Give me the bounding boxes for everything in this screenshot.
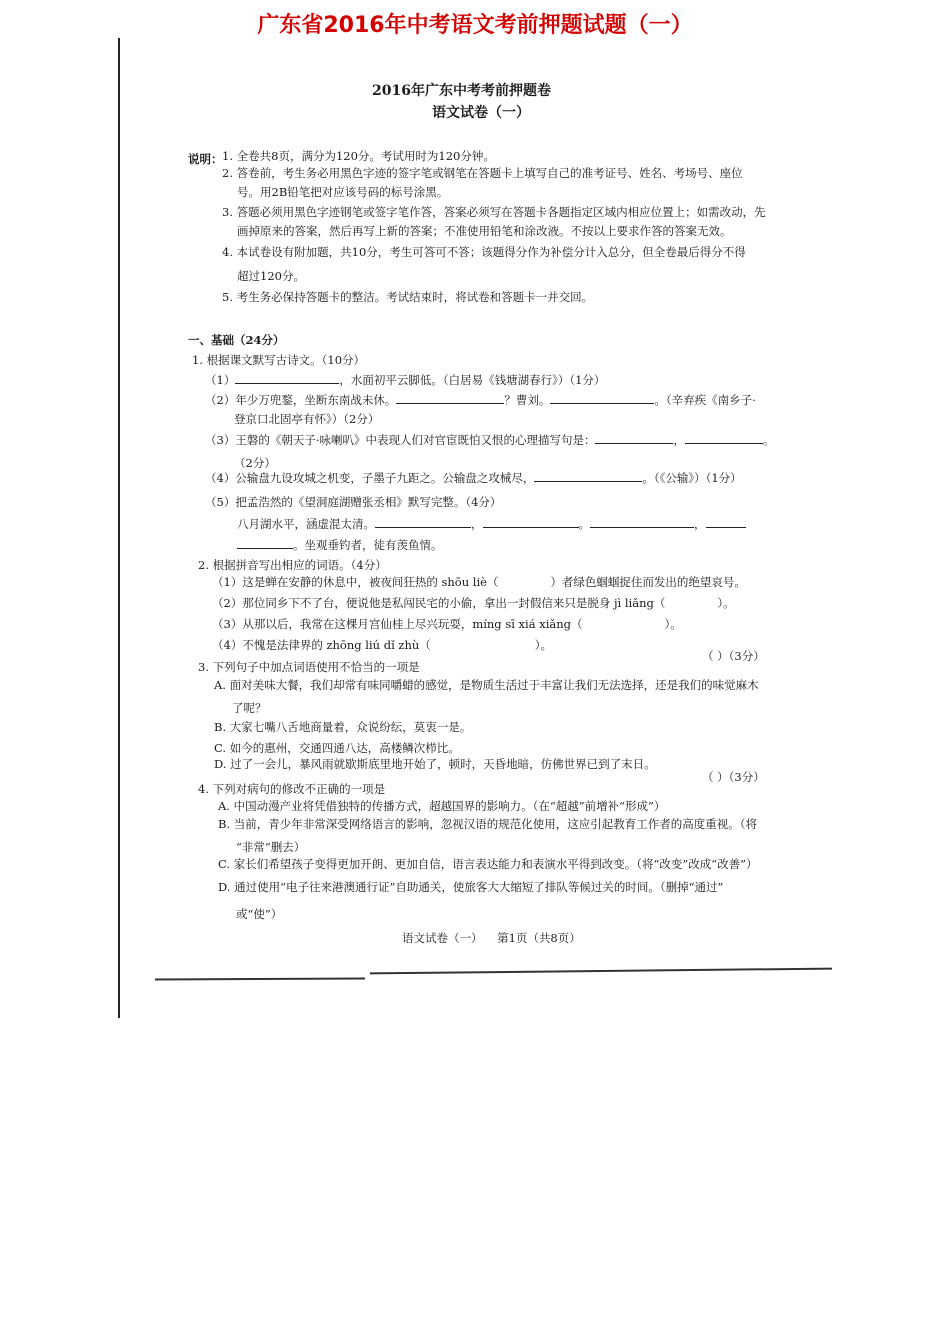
q3-score: （ ）（3分）: [702, 649, 765, 663]
q2-1-end: ）者绿色蝈蝈捉住而发出的绝望哀号。: [550, 575, 746, 589]
q2-3-answer[interactable]: [583, 617, 665, 628]
q1-4-end: 。（《公输》）（1分）: [642, 471, 742, 485]
q2-item-2: [212, 596, 735, 611]
q3-stem: 3. 下列句子中加点词语使用不恰当的一项是: [198, 660, 420, 674]
q1-5-verse-1: 八月湖水平，涵虚混太清。: [237, 517, 375, 531]
q3-option-d: D. 过了一会儿，暴风雨就歇斯底里地开始了，顿时，天昏地暗，仿佛世界已到了末日。: [214, 757, 656, 771]
q2-stem: 2. 根据拼音写出相应的词语。（4分）: [198, 558, 387, 572]
q2-4-answer[interactable]: [431, 638, 535, 649]
note-4a: 4. 本试卷设有附加题，共10分，考生可答可不答；该题得分作为补偿分计入总分，但全卷最后得分不得: [222, 245, 746, 259]
exam-subtitle: 语文试卷（一）: [432, 105, 530, 121]
q1-3-blank-b[interactable]: [685, 432, 763, 444]
q2-item-3: [212, 617, 682, 632]
note-1: 1. 全卷共8页，满分为120分。考试用时为120分钟。: [222, 149, 495, 163]
note-2b: 号。用2B铅笔把对应该号码的标号涂黑。: [237, 185, 449, 199]
q1-5-blank-c[interactable]: [590, 516, 694, 528]
q1-2-num: （2）: [205, 393, 236, 407]
q2-1-text: （1）这是蝉在安静的休息中，被夜间狂热的 shōu liè（: [212, 575, 499, 589]
q1-3-score: （2分）: [234, 456, 276, 470]
q1-1-num: （1）: [205, 373, 236, 387]
q1-5-blank-b[interactable]: [483, 516, 579, 528]
q1-5-text: 把孟浩然的《望洞庭湖赠张丞相》默写完整。（4分）: [235, 495, 502, 509]
q4-stem: 4. 下列对病句的修改不正确的一项是: [198, 782, 386, 796]
page-bottom-edge-right: [370, 968, 832, 975]
note-3b: 画掉原来的答案，然后再写上新的答案；不准使用铅笔和涂改液。不按以上要求作答的答案无效。: [237, 224, 732, 238]
q2-4-text: （4）不愧是法律界的 zhōng liú dǐ zhù（: [212, 638, 431, 652]
note-4b: 超过120分。: [237, 269, 305, 283]
q4-option-d-1: D. 通过使用“电子往来港澳通行证”自助通关，使旅客大大缩短了排队等候过关的时间。（删掉“通过”: [218, 880, 724, 894]
page-bottom-edge-left: [155, 977, 365, 980]
note-5: 5. 考生务必保持答题卡的整洁。考试结束时，将试卷和答题卡一并交回。: [222, 290, 594, 304]
q2-2-answer[interactable]: [665, 596, 717, 607]
q1-4-num: （4）: [205, 471, 236, 485]
q3-option-a-1: A. 面对美味大餐，我们却常有味同嚼蜡的感觉，是物质生活过于丰富让我们无法选择，还是我们的味觉麻木: [214, 678, 759, 692]
note-2a: 2. 答卷前，考生务必用黑色字迹的签字笔或钢笔在答题卡上填写自己的准考证号、姓名、考场号、座位: [222, 166, 743, 180]
exam-title: 2016年广东中考考前押题卷: [372, 83, 551, 99]
q1-1-blank[interactable]: [235, 372, 339, 384]
q1-item-3: （3）王磐的《朝天子·咏喇叭》中表现人们对官宦既怕又恨的心理描写句是： ， 。: [205, 433, 775, 447]
q4-option-c: C. 家长们希望孩子变得更加开朗、更加自信，语言表达能力和表演水平得到改变。（将“改变”改成“改善”）: [218, 857, 758, 871]
q1-item-1: [205, 372, 605, 388]
q3-option-c: C. 如今的惠州，交通四通八达，高楼鳞次栉比。: [214, 741, 460, 755]
q1-1-text: ，水面初平云脚低。（白居易《钱塘湖春行》）（1分）: [339, 373, 606, 387]
page-footer: 语文试卷（一） 第1页（共8页）: [402, 931, 581, 945]
q4-option-b-1: B. 当前，青少年非常深受网络语言的影响，忽视汉语的规范化使用，这应引起教育工作者的高度重视。（将: [218, 817, 758, 831]
q1-item-2: [205, 392, 756, 408]
q4-option-d-2: 或“使”）: [236, 907, 283, 921]
q1-5-blank-e[interactable]: [237, 537, 293, 549]
q1-4-blank[interactable]: [534, 470, 642, 482]
q1-3-blank-a[interactable]: [595, 432, 673, 444]
q2-3-text: （3）从那以后，我常在这棵月宫仙桂上尽兴玩耍，míng sī xiá xiǎng（: [212, 617, 583, 631]
q1-5-line-1: 八月湖水平，涵虚混太清。 ， 。 ，: [237, 516, 746, 532]
q2-item-4: [212, 638, 552, 653]
q1-2-blank-b[interactable]: [550, 392, 654, 404]
q2-1-answer[interactable]: [498, 575, 550, 586]
q1-3-text: 王磐的《朝天子·咏喇叭》中表现人们对官宦既怕又恨的心理描写句是：: [235, 433, 596, 447]
q3-option-a-2: 了呢？: [232, 701, 267, 715]
q4-option-b-2: “非常”删去）: [236, 840, 306, 854]
q1-2-cont: 登京口北固亭有怀》）（2分）: [234, 412, 380, 426]
q1-2-mid: ？曹刘。: [504, 393, 551, 407]
q2-2-end: ）。: [717, 596, 735, 610]
notes-label: 说明：: [188, 152, 223, 166]
note-3a: 3. 答题必须用黑色字迹钢笔或签字笔作答，答案必须写在答题卡各题指定区域内相应位置上；如需改动，先: [222, 205, 766, 219]
q2-3-end: ）。: [664, 617, 682, 631]
q2-4-end: ）。: [534, 638, 553, 652]
page-left-edge: [118, 38, 120, 1018]
q1-5-blank-d[interactable]: [706, 516, 746, 528]
q1-5-blank-a[interactable]: [375, 516, 471, 528]
q1-stem: 1. 根据课文默写古诗文。（10分）: [192, 353, 366, 367]
q1-2-text: 年少万兜鍪，坐断东南战未休。: [235, 393, 397, 407]
q1-5-verse-2: 。坐观垂钓者，徒有羡鱼情。: [293, 538, 443, 552]
q4-score: （ ）（3分）: [702, 770, 765, 784]
q4-option-a: A. 中国动漫产业将凭借独特的传播方式，超越国界的影响力。（在“超越”前增补“形成”）: [218, 799, 666, 813]
q2-item-1: [212, 575, 746, 590]
q1-item-5: [205, 495, 501, 510]
q1-4-text: 公输盘九设攻城之机变，子墨子九距之。公输盘之攻械尽，: [235, 471, 535, 485]
q1-5-num: （5）: [205, 495, 236, 509]
q1-2-end: 。（辛弃疾《南乡子·: [654, 393, 756, 407]
section-basics: 一、基础（24分）: [188, 333, 285, 347]
q2-2-text: （2）那位同乡下不了台，便说他是私闯民宅的小偷，拿出一封假信来只是脱身 jì liǎng（: [212, 596, 666, 610]
q3-option-b: B. 大家七嘴八舌地商量着，众说纷纭，莫衷一是。: [214, 720, 472, 734]
q1-5-line-2: [237, 537, 443, 553]
document-banner-title: 广东省2016年中考语文考前押题试题（一）: [257, 13, 693, 38]
q1-3-num: （3）: [205, 433, 236, 447]
q1-2-blank-a[interactable]: [396, 392, 504, 404]
q1-item-4: [205, 470, 742, 486]
